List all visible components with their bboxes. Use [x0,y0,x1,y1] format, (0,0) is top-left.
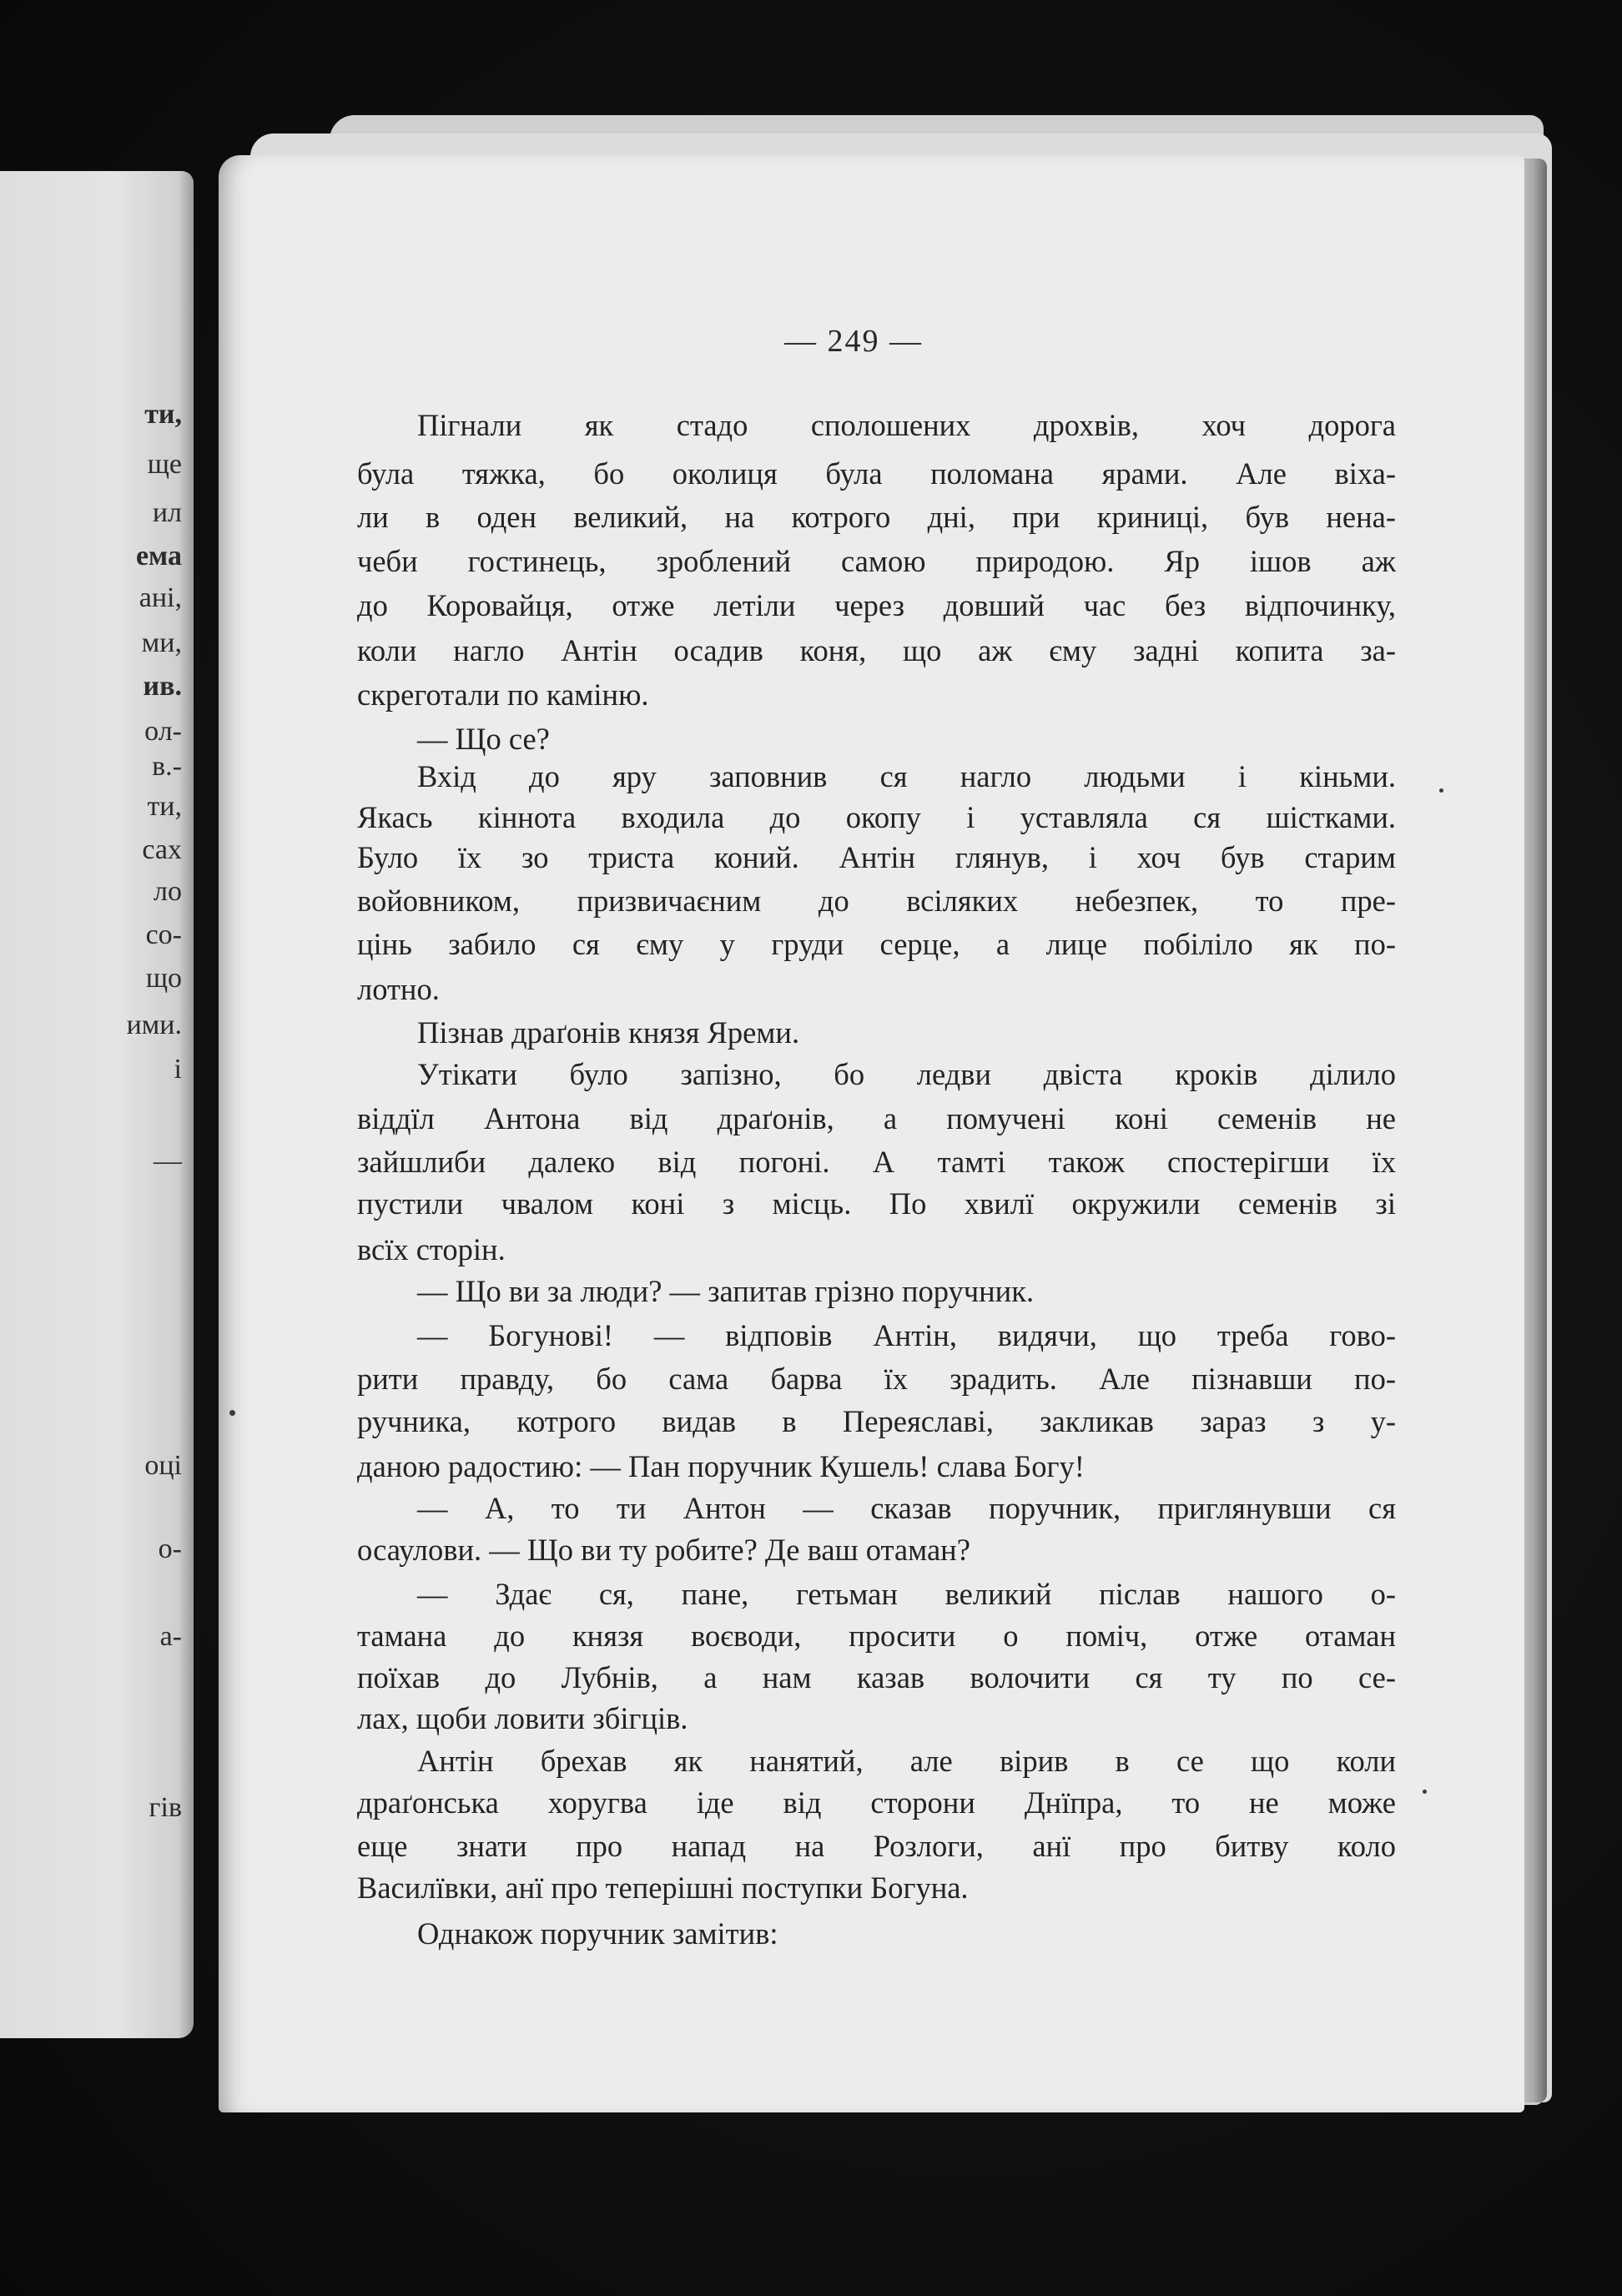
left-page-text-fragment: а- [159,1621,182,1652]
left-page-text-fragment: сах [142,834,182,865]
text-line: була тяжка, бо околиця була поломана ярами. Але віха- [357,456,1396,491]
text-line: Пізнав драґонів князя Яреми. [417,1015,800,1050]
left-page-text-fragment: ема [135,541,182,571]
text-line: до Коровайця, отже летіли через довший час без відпочинку, [357,588,1396,622]
paper-speck [1439,788,1443,793]
text-line: войовником, призвичаєним до всіляких небезпек, то пре- [357,884,1396,918]
text-line: Утікати було запізно, бо ледви двіста кроків ділило [417,1057,1396,1091]
text-line: Якась кіннота входила до окопу і уставляла ся шістками. [357,800,1396,834]
left-page-text-fragment: ил [152,497,182,528]
text-line: — Богунові! — відповів Антін, видячи, що треба гово- [417,1318,1396,1352]
text-line: всїх сторін. [357,1232,506,1266]
text-line: Василївки, анї про теперішні поступки Богуна. [357,1871,969,1905]
text-line: Однакож поручник замітив: [417,1916,778,1951]
text-line: скреготали по каміню. [357,677,649,712]
text-line: тамана до князя воєводи, просити о поміч, отже отаман [357,1619,1396,1653]
text-line: лотно. [357,972,440,1006]
left-page-text-fragment: ими. [126,1010,182,1040]
left-page-text-fragment: і [174,1054,182,1085]
left-page-text-fragment: гів [149,1792,182,1823]
text-line: — Здає ся, пане, гетьман великий післав нашого о- [417,1577,1396,1611]
text-line: — Що ви за люди? — запитав грізно поручник. [417,1274,1035,1308]
text-line: осаулови. — Що ви ту робите? Де ваш отаман? [357,1533,970,1567]
left-page-text-fragment: — [154,1145,182,1176]
text-line: Було їх зо триста коний. Антін глянув, і хоч був старим [357,840,1396,874]
left-page-text-fragment: що [145,963,182,994]
text-line: лах, щоби ловити збігців. [357,1701,688,1735]
left-page-text-fragment: ол- [144,716,182,747]
left-page-text-fragment: ані, [139,582,182,613]
text-line: рити правду, бо сама барва їх зрадить. Але пізнавши по- [357,1362,1396,1396]
text-line: Вхід до яру заповнив ся нагло людьми і кіньми. [417,759,1396,793]
text-line: коли нагло Антін осадив коня, що аж єму задні копита за- [357,633,1396,667]
left-page-text-fragment: ив. [143,671,182,702]
left-page-text-fragment: ми, [141,627,182,658]
paper-speck [229,1410,235,1416]
text-line: поїхав до Лубнів, а нам казав волочити ся ту по се- [357,1660,1396,1694]
text-line: віддїл Антона від драґонів, а помучені коні семенів не [357,1101,1396,1135]
text-line: Антін брехав як нанятий, але вірив в се що коли [417,1744,1396,1778]
text-line: — А, то ти Антон — сказав поручник, приглянувши ся [417,1491,1396,1525]
text-line: зайшлиби далеко від погоні. А тамті також спостерігши їх [357,1145,1396,1179]
paper-speck [1423,1790,1427,1794]
left-page-fragment [0,171,194,2038]
text-line: даною радостию: — Пан поручник Кушель! слава Богу! [357,1449,1085,1483]
left-page-text-fragment: о- [158,1533,182,1564]
text-line: пустили чвалом коні з місць. По хвилї окружили семенів зі [357,1186,1396,1221]
text-line: Пігнали як стадо сполошених дрохвів, хоч дорога [417,408,1396,442]
text-line: ручника, котрого видав в Переяславі, закликав зараз з у- [357,1404,1396,1438]
text-line: цінь забило ся єму у груди серце, а лице побіліло як по- [357,927,1396,961]
left-page-text-fragment: оці [144,1450,182,1481]
text-line: драґонська хоругва іде від сторони Днїпра, то не може [357,1785,1396,1820]
left-page-text-fragment: ти, [144,399,182,430]
text-line: — Що се? [417,722,550,756]
text-line: еще знати про напад на Розлоги, анї про битву коло [357,1829,1396,1863]
left-page-text-fragment: в.- [152,751,182,782]
left-page-text-fragment: ще [147,449,182,480]
text-line: ли в оден великий, на котрого дні, при криниці, був нена- [357,500,1396,534]
left-page-text-fragment: со- [145,919,182,950]
left-page-text-fragment: ло [154,876,182,907]
left-page-text-fragment: ти, [147,791,182,822]
page-number: — 249 — [784,324,923,359]
text-line: чеби гостинець, зроблений самою природою. Яр ішов аж [357,544,1396,578]
